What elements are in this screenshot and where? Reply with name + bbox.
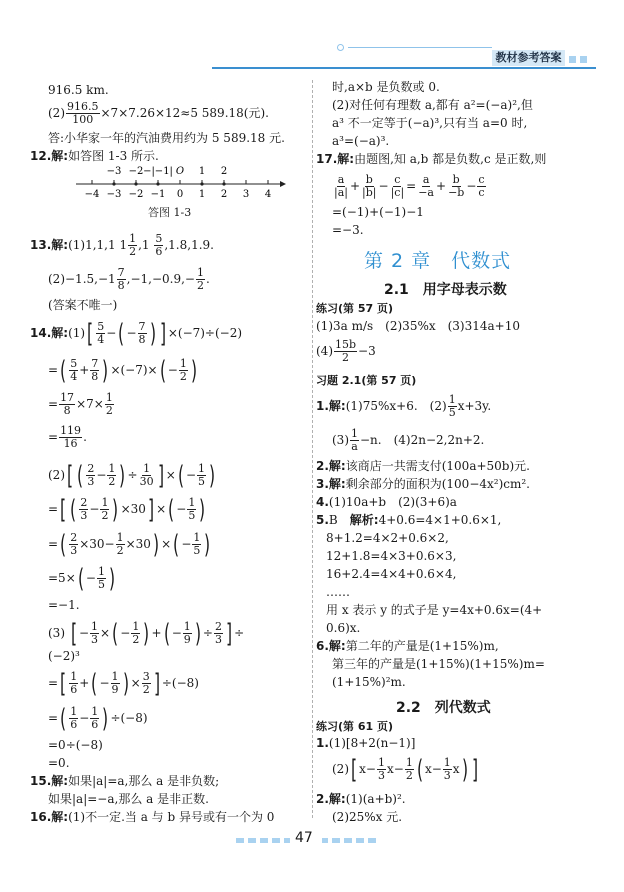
text-line: 0.6)x. xyxy=(326,621,361,635)
text-line: 时,a×b 是负数或 0. xyxy=(332,80,440,94)
equation-line: =( $\frac{2}{3}$ ×30− $\frac{1}{2}$ ×30) ×( − $\frac{1}{5}$ ) xyxy=(48,529,211,560)
footer-dot-decoration xyxy=(368,838,376,843)
number-line-tick-label: −1 xyxy=(150,189,166,200)
exercise-6: 6.解:第二年的产量是(1+15%)m, xyxy=(316,639,499,653)
footer-dot-decoration xyxy=(284,838,290,843)
number-line-point xyxy=(222,182,225,185)
number-line-point xyxy=(156,182,159,185)
equation-line: (2) $\frac{916.5}{100}$ ×7×7.26×12≈5 589.18(元). xyxy=(48,100,269,126)
footer-dot-decoration xyxy=(272,838,280,843)
header-title: 教材参考答案 xyxy=(492,50,565,66)
subsection-title: 练习(第 57 页) xyxy=(316,302,394,315)
header-rule xyxy=(212,67,596,69)
text-line: a³=(−a)³. xyxy=(332,134,390,148)
equation-line: (2)[ x− $\frac{1}{3}$ x− $\frac{1}{2}$ ( x− $\frac{1}{3}$ x) ] xyxy=(332,754,478,785)
number-line-tick-label: 1 xyxy=(198,189,206,200)
number-line-tick-label: 2 xyxy=(220,189,228,200)
subsection-title: 练习(第 61 页) xyxy=(316,720,394,733)
column-divider xyxy=(312,80,313,818)
text-line: 16+2.4=4×4+0.6×4, xyxy=(326,567,457,581)
text-line: 12+1.8=4×3+0.6×3, xyxy=(326,549,457,563)
equation-line: =( $\frac{1}{6}$ − $\frac{1}{6}$ ) ÷(−8) xyxy=(48,703,148,734)
number-line-point xyxy=(200,182,203,185)
equation-line: =[ ( $\frac{2}{3}$ − $\frac{1}{2}$ ) ×30] ×( − $\frac{1}{5}$ ) xyxy=(48,494,206,525)
number-line-tick-label: 4 xyxy=(264,189,272,200)
chapter-title: 第 2 章 代数式 xyxy=(364,250,512,272)
page-number: 47 xyxy=(295,830,313,846)
text-line: a³ 不一定等于(−a)³,只有当 a=0 时, xyxy=(332,116,528,130)
text-line: …… xyxy=(326,585,350,599)
number-line-point xyxy=(134,182,137,185)
number-line-point-label: 1 xyxy=(198,166,206,177)
equation-line: $\frac{a}{|a|}$ + $\frac{b}{|b|}$ − $\frac{c}{|c|}$ = $\frac{a}{-a}$ + $\frac{b}{-b}$ − $\frac{c}{c}$ xyxy=(334,173,485,199)
equation-line: (3) [ − $\frac{1}{3}$ ×( − $\frac{1}{2}$ ) +( − $\frac{1}{9}$ ) ÷ $\frac{2}{3}$ ] ÷ xyxy=(48,618,245,649)
section-title: 2.2 列代数式 xyxy=(396,700,491,716)
text-line: 916.5 km. xyxy=(48,83,109,97)
footer-dot-decoration xyxy=(332,838,340,843)
equation-line: (−2)³ xyxy=(48,649,80,663)
equation-line: =5×( − $\frac{1}{5}$ ) xyxy=(48,563,116,594)
header-thin-line xyxy=(348,47,492,48)
equation-line: (4) $\frac{15b}{2}$ −3 xyxy=(316,338,376,364)
text-line: (2)25%x 元. xyxy=(332,810,403,824)
footer-dot-decoration xyxy=(260,838,268,843)
exercise-5: 5.B 解析:4+0.6=4×1+0.6×1, xyxy=(316,513,502,527)
subsection-title: 习题 2.1(第 57 页) xyxy=(316,374,417,387)
number-line-point-label: −2 xyxy=(128,166,144,177)
exercise-3: 3.解:剩余部分的面积为(100−4x²)cm². xyxy=(316,477,530,491)
practice-1: 1.(1)[8+2(n−1)] xyxy=(316,736,416,750)
number-line-tick-label: 0 xyxy=(176,189,184,200)
question-16: 16.解:(1)不一定.当 a 与 b 异号或有一个为 0 xyxy=(30,810,275,824)
text-line: 用 x 表示 y 的式子是 y=4x+0.6x=(4+ xyxy=(326,603,543,617)
number-line-tick-label: −4 xyxy=(84,189,100,200)
text-line: (2)对任何有理数 a,都有 a²=(−a)²,但 xyxy=(332,98,533,112)
equation-line: =−1. xyxy=(48,598,80,612)
equation-line: =(−1)+(−1)−1 xyxy=(332,205,424,219)
equation-line: = $\frac{119}{16}$ . xyxy=(48,424,87,450)
exercise-2: 2.解:该商店一共需支付(100a+50b)元. xyxy=(316,459,530,473)
exercise-1: 1.解:(1)75%x+6. (2) $\frac{1}{5}$ x+3y. xyxy=(316,393,492,419)
text-line: (1+15%)²m. xyxy=(332,675,406,689)
number-line-point xyxy=(112,182,115,185)
header-ring-decoration xyxy=(337,44,344,51)
practice-2: 2.解:(1)(a+b)². xyxy=(316,792,406,806)
text-line: 如果|a|=−a,那么 a 是非正数. xyxy=(48,792,209,806)
equation-line: = $\frac{17}{8}$ ×7× $\frac{1}{2}$ xyxy=(48,391,113,417)
footer-dot-decoration xyxy=(344,838,352,843)
section-title: 2.1 用字母表示数 xyxy=(384,282,507,298)
question-15: 15.解:如果|a|=a,那么 a 是非负数; xyxy=(30,774,220,788)
header-square-decoration xyxy=(580,56,587,63)
equation-line: =[ $\frac{1}{6}$ +( − $\frac{1}{9}$ ) × $\frac{3}{2}$ ] ÷(−8) xyxy=(48,668,199,699)
question-13: 13.解:(1)1,1,1 1 $\frac{1}{2}$ ,1 $\frac{5}{6}$ ,1.8,1.9. xyxy=(30,232,214,258)
text-line: (答案不唯一) xyxy=(48,298,118,312)
footer-dot-decoration xyxy=(248,838,256,843)
figure-caption: 答图 1-3 xyxy=(148,206,192,219)
number-line-tick-label: −3 xyxy=(106,189,122,200)
question-14: 14.解:(1)[ $\frac{5}{4}$ −( − $\frac{7}{8}$ ) ] ×(−7)÷(−2) xyxy=(30,318,243,349)
question-12: 12.解:如答图 1-3 所示. xyxy=(30,149,159,163)
footer-dot-decoration xyxy=(236,838,244,843)
number-line-point-label: 2 xyxy=(220,166,228,177)
equation-line: =0÷(−8) xyxy=(48,738,103,752)
text-line: (1)3a m/s (2)35%x (3)314a+10 xyxy=(316,319,521,333)
equation-line: (3) $\frac{1}{a}$ −n. (4)2n−2,2n+2. xyxy=(332,427,485,453)
footer-dot-decoration xyxy=(322,838,328,843)
header-square-decoration xyxy=(569,56,576,63)
equation-line: =−3. xyxy=(332,223,364,237)
number-line-tick-label: 3 xyxy=(242,189,250,200)
equation-line: =( $\frac{5}{4}$ + $\frac{7}{8}$ ) ×(−7)×( − $\frac{1}{2}$ ) xyxy=(48,355,197,386)
question-17: 17.解:由题图,知 a,b 都是负数,c 是正数,则 xyxy=(316,152,547,166)
equation-line: (2)−1.5,−1 $\frac{7}{8}$ ,−1,−0.9,− $\frac{1}{2}$ . xyxy=(48,266,210,292)
number-line-point-label: −3 xyxy=(106,166,122,177)
exercise-4: 4.(1)10a+b (2)(3+6)a xyxy=(316,495,457,509)
text-line: 第三年的产量是(1+15%)(1+15%)m= xyxy=(332,657,545,671)
number-line-tick-label: −2 xyxy=(128,189,144,200)
footer-dot-decoration xyxy=(356,838,364,843)
text-line: 答:小华家一年的汽油费用约为 5 589.18 元. xyxy=(48,131,285,145)
number-line-point-label: −|−1| xyxy=(143,166,173,177)
equation-line: (2)[ ( $\frac{2}{3}$ − $\frac{1}{2}$ ) ÷ $\frac{1}{30}$ ] ×( − $\frac{1}{5}$ ) xyxy=(48,460,216,491)
number-line-point-label: O xyxy=(175,166,185,177)
text-line: 8+1.2=4×2+0.6×2, xyxy=(326,531,449,545)
equation-line: =0. xyxy=(48,756,70,770)
